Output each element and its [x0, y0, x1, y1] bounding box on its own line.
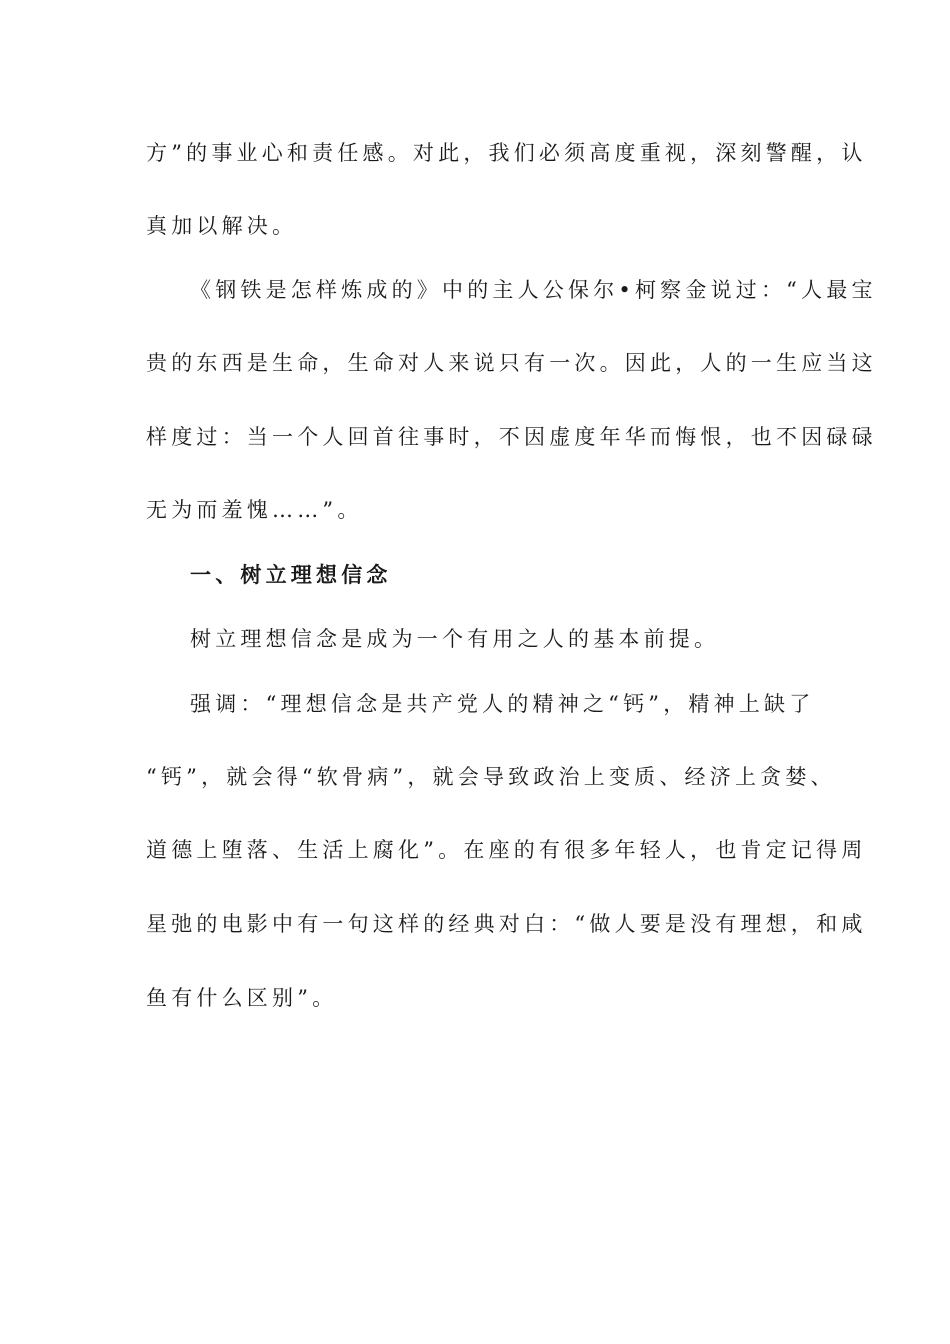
paragraph-2-line-3: 样度过：当一个人回首往事时，不因虚度年华而悔恨，也不因碌碌 [146, 425, 877, 449]
paragraph-4-line-2: “钙”，就会得“软骨病”，就会导致政治上变质、经济上贪婪、 [146, 765, 836, 789]
paragraph-2-line-2: 贵的东西是生命，生命对人来说只有一次。因此，人的一生应当这 [146, 351, 877, 375]
paragraph-1-line-2: 真加以解决。 [146, 214, 298, 238]
paragraph-4-line-5: 鱼有什么区别”。 [146, 986, 338, 1010]
paragraph-4-line-3: 道德上堕落、生活上腐化”。在座的有很多年轻人，也肯定记得周 [146, 838, 867, 862]
paragraph-2-line-4: 无为而羞愧……”。 [146, 498, 363, 522]
paragraph-3-line-1: 树立理想信念是成为一个有用之人的基本前提。 [190, 627, 720, 651]
section-heading: 一、树立理想信念 [190, 563, 392, 587]
paragraph-2-line-1: 《钢铁是怎样炼成的》中的主人公保尔•柯察金说过：“人最宝 [190, 278, 877, 302]
paragraph-1-line-1: 方”的事业心和责任感。对此，我们必须高度重视，深刻警醒，认 [146, 141, 867, 165]
paragraph-4-line-4: 星弛的电影中有一句这样的经典对白：“做人要是没有理想，和咸 [146, 912, 867, 936]
paragraph-4-line-1: 强调：“理想信念是共产党人的精神之“钙”，精神上缺了 [190, 692, 815, 716]
